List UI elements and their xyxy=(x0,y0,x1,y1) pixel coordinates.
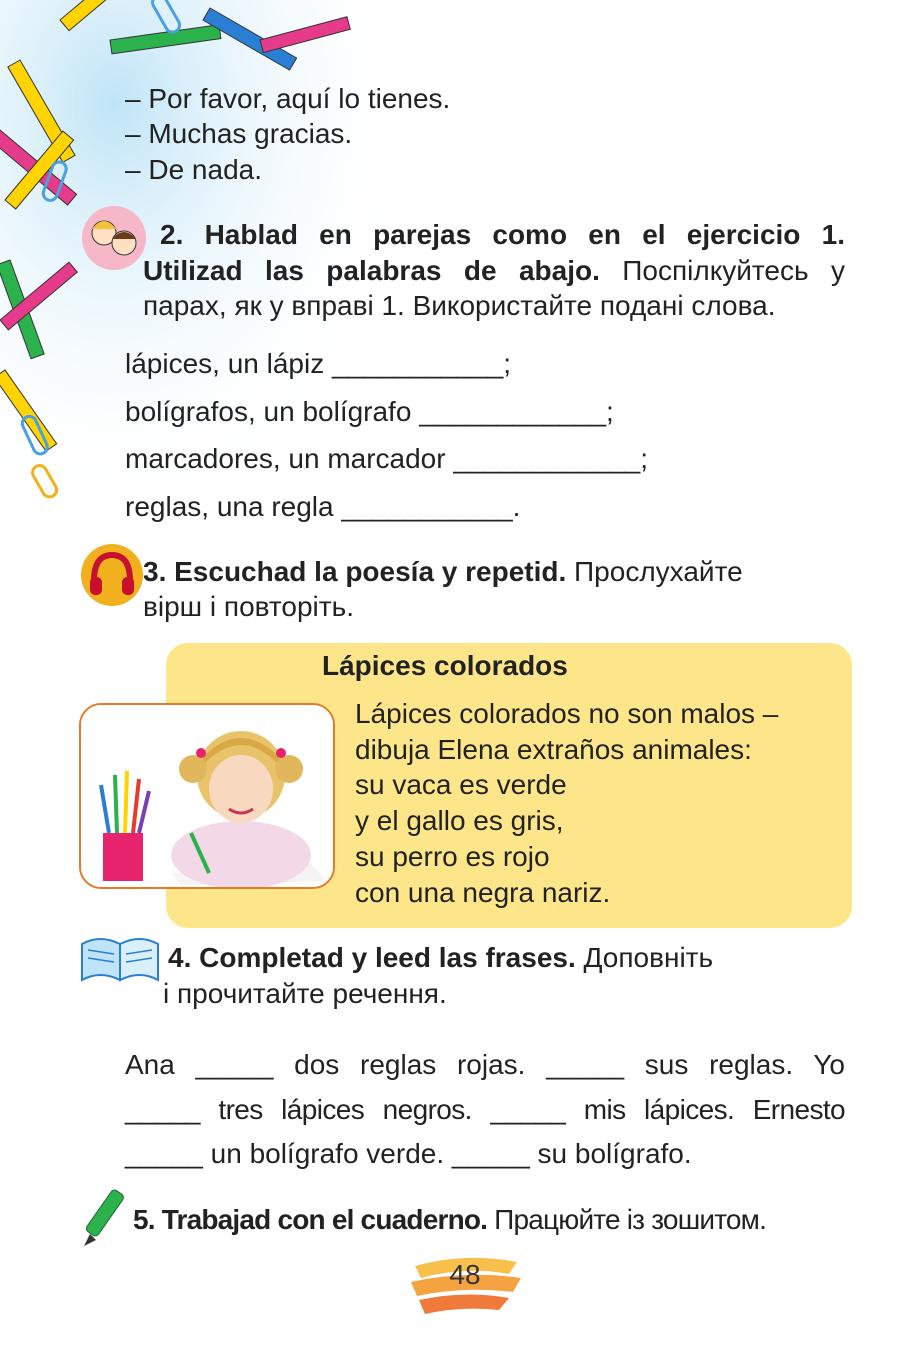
ex2-item-2: bolígrafos, un bolígrafo ____________; xyxy=(125,396,614,427)
headphones-icon xyxy=(80,543,144,607)
poem-line-1: Lápices colorados no son malos – xyxy=(355,698,779,729)
poem-line-4: y el gallo es gris, xyxy=(355,805,564,836)
dialogue-line-2: – Muchas gracias. xyxy=(125,118,353,149)
poem-line-5: su perro es rojo xyxy=(355,841,550,872)
ex2-ukr-text: Поспілкуйтесь у xyxy=(599,255,846,286)
ex2-line-3: парах, як у вправі 1. Використайте подані слова. xyxy=(143,290,776,321)
ex4-text-line-1: Ana _____ dos reglas rojas. _____ sus reglas. Yo xyxy=(125,1049,845,1080)
pair-talk-icon xyxy=(80,205,148,271)
ex4-line-1 xyxy=(168,941,713,975)
ex2-line-2 xyxy=(143,254,845,288)
ex2-heading: 2. Hablad en parejas como en el ejercicio 1. xyxy=(160,219,845,250)
ex4-text-line-3: _____ un bolígrafo verde. _____ su bolígrafo. xyxy=(125,1138,692,1169)
girl-drawing-icon xyxy=(81,705,333,887)
ex4-ukr-text: Доповніть xyxy=(575,942,714,973)
poem-line-6: con una negra nariz. xyxy=(355,877,611,908)
pen-icon xyxy=(78,1186,130,1252)
ex4-text-line-2: _____ tres lápices negros. _____ mis lápices. Ernesto xyxy=(125,1094,845,1125)
dialogue-line-1: – Por favor, aquí lo tienes. xyxy=(125,83,451,114)
poem-title: Lápices colorados xyxy=(322,650,568,681)
ex3-ukr-text: Прослухайте xyxy=(566,556,743,587)
poem-line-3: su vaca es verde xyxy=(355,769,567,800)
dialogue-line-3: – De nada. xyxy=(125,154,262,185)
ex4-bold-text: 4. Completad y leed las frases. xyxy=(168,942,576,973)
poem-line-2: dibuja Elena extraños animales: xyxy=(355,734,752,765)
ex4-line-2: і прочитайте речення. xyxy=(163,978,447,1009)
girl-drawing-photo xyxy=(79,703,335,889)
ex3-line-1 xyxy=(143,555,743,589)
ex3-line-2: вірш і повторіть. xyxy=(143,591,354,622)
ex2-item-4: reglas, una regla ___________. xyxy=(125,491,521,522)
page-number: 48 xyxy=(449,1259,481,1290)
ex3-bold-text: 3. Escuchad la poesía y repetid. xyxy=(143,556,567,587)
ex2-bold-text: Utilizad las palabras de abajo. xyxy=(143,255,600,286)
ex2-item-1: lápices, un lápiz ___________; xyxy=(125,348,512,379)
open-book-icon xyxy=(78,930,163,985)
ex5-line xyxy=(133,1203,766,1237)
ex5-bold-text: 5. Trabajad con el cuaderno. xyxy=(133,1204,488,1235)
ex2-item-3: marcadores, un marcador ____________; xyxy=(125,443,649,474)
ex5-ukr-text: Працюйте із зошитом. xyxy=(487,1204,767,1235)
